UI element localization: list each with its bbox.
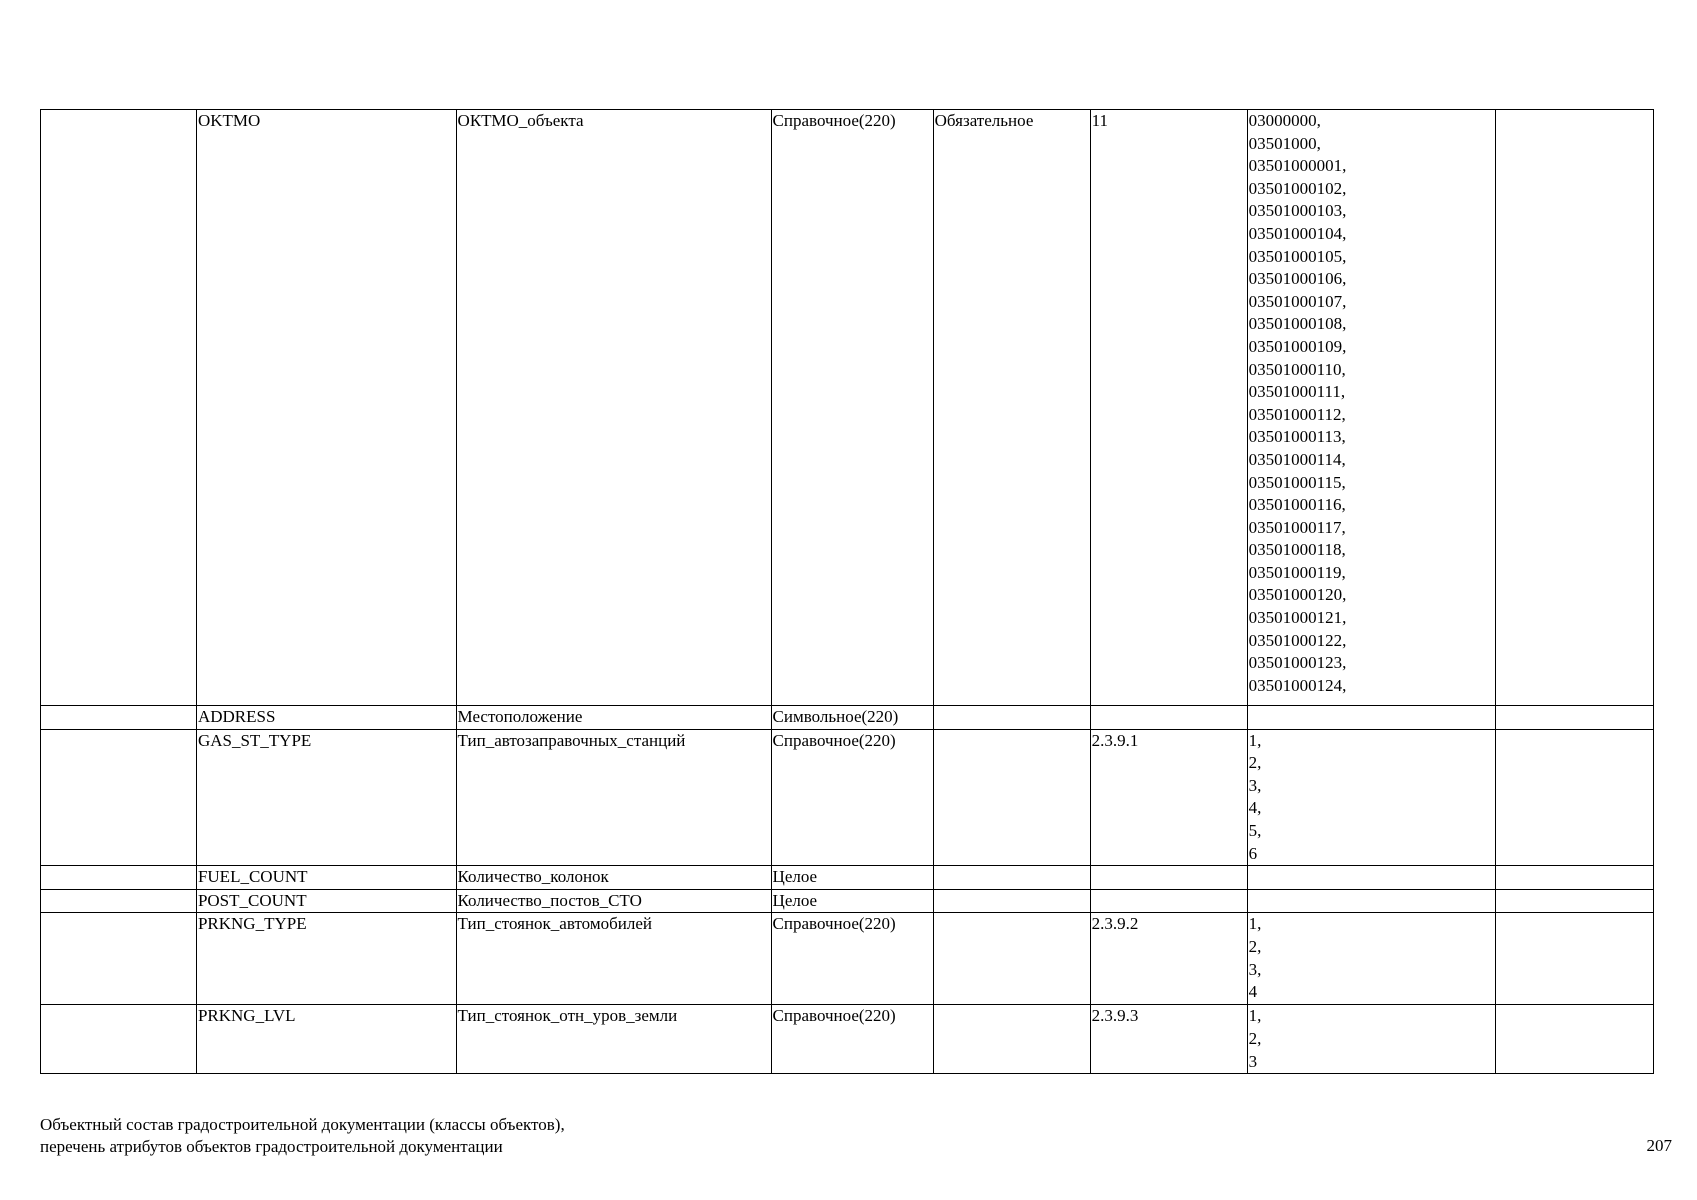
data-type-cell: Справочное(220) <box>771 1005 933 1074</box>
table-row <box>41 729 1654 866</box>
attribute-code-cell: OKTMO <box>196 110 456 706</box>
note-cell <box>1495 110 1653 706</box>
footer-caption: Объектный состав градостроительной документации (классы объектов), перечень атрибутов объектов градостроительной документации <box>40 1115 565 1156</box>
attribute-name-cell: Тип_автозаправочных_станций <box>456 729 771 866</box>
allowed-values-cell: 1, 2, 3, 4, 5, 6 <box>1247 729 1495 866</box>
row-index-cell <box>41 729 197 866</box>
required-cell <box>933 866 1090 890</box>
note-cell <box>1495 889 1653 913</box>
table-row <box>41 889 1654 913</box>
note-cell <box>1495 729 1653 866</box>
allowed-values-cell <box>1247 889 1495 913</box>
reference-cell <box>1090 889 1247 913</box>
reference-cell: 2.3.9.3 <box>1090 1005 1247 1074</box>
required-cell <box>933 729 1090 866</box>
allowed-values-cell: 03000000, 03501000, 03501000001, 03501000102, 03501000103, 03501000104, 03501000105, 03501000106, 03501000107, 03501000108, 03501000109, 03501000110, 03501000111, 03501000112, 03501000113, 03501000114, 03501000115, 03501000116, 03501000117, 03501000118, 03501000119, 03501000120, 03501000121, 03501000122, 03501000123, 03501000124, <box>1247 110 1495 706</box>
required-cell: Обязательное <box>933 110 1090 706</box>
required-cell <box>933 1005 1090 1074</box>
attribute-code-cell: GAS_ST_TYPE <box>196 729 456 866</box>
table-row <box>41 866 1654 890</box>
reference-cell: 2.3.9.2 <box>1090 913 1247 1005</box>
reference-cell: 2.3.9.1 <box>1090 729 1247 866</box>
data-type-cell: Целое <box>771 866 933 890</box>
attribute-code-cell: PRKNG_TYPE <box>196 913 456 1005</box>
reference-cell <box>1090 866 1247 890</box>
allowed-values-cell <box>1247 866 1495 890</box>
attribute-name-cell: Местоположение <box>456 706 771 730</box>
attributes-table <box>40 109 1654 1074</box>
row-index-cell <box>41 706 197 730</box>
attribute-code-cell: POST_COUNT <box>196 889 456 913</box>
reference-cell <box>1090 706 1247 730</box>
note-cell <box>1495 913 1653 1005</box>
page-number: 207 <box>1646 1136 1672 1155</box>
table-row <box>41 110 1654 706</box>
note-cell <box>1495 1005 1653 1074</box>
attribute-name-cell: Тип_стоянок_автомобилей <box>456 913 771 1005</box>
required-cell <box>933 913 1090 1005</box>
data-type-cell: Справочное(220) <box>771 110 933 706</box>
row-index-cell <box>41 866 197 890</box>
row-index-cell <box>41 1005 197 1074</box>
attribute-code-cell: ADDRESS <box>196 706 456 730</box>
row-index-cell <box>41 913 197 1005</box>
data-type-cell: Целое <box>771 889 933 913</box>
row-index-cell <box>41 110 197 706</box>
attribute-code-cell: PRKNG_LVL <box>196 1005 456 1074</box>
allowed-values-cell: 1, 2, 3, 4 <box>1247 913 1495 1005</box>
data-type-cell: Справочное(220) <box>771 729 933 866</box>
attribute-name-cell: Количество_постов_СТО <box>456 889 771 913</box>
table-row <box>41 706 1654 730</box>
data-type-cell: Символьное(220) <box>771 706 933 730</box>
attribute-code-cell: FUEL_COUNT <box>196 866 456 890</box>
required-cell <box>933 889 1090 913</box>
attribute-name-cell: Тип_стоянок_отн_уров_земли <box>456 1005 771 1074</box>
row-index-cell <box>41 889 197 913</box>
table-row <box>41 1005 1654 1074</box>
attribute-name-cell: ОКТМО_объекта <box>456 110 771 706</box>
required-cell <box>933 706 1090 730</box>
reference-cell: 11 <box>1090 110 1247 706</box>
allowed-values-cell: 1, 2, 3 <box>1247 1005 1495 1074</box>
note-cell <box>1495 866 1653 890</box>
table-row <box>41 913 1654 1005</box>
allowed-values-cell <box>1247 706 1495 730</box>
attribute-name-cell: Количество_колонок <box>456 866 771 890</box>
data-type-cell: Справочное(220) <box>771 913 933 1005</box>
note-cell <box>1495 706 1653 730</box>
